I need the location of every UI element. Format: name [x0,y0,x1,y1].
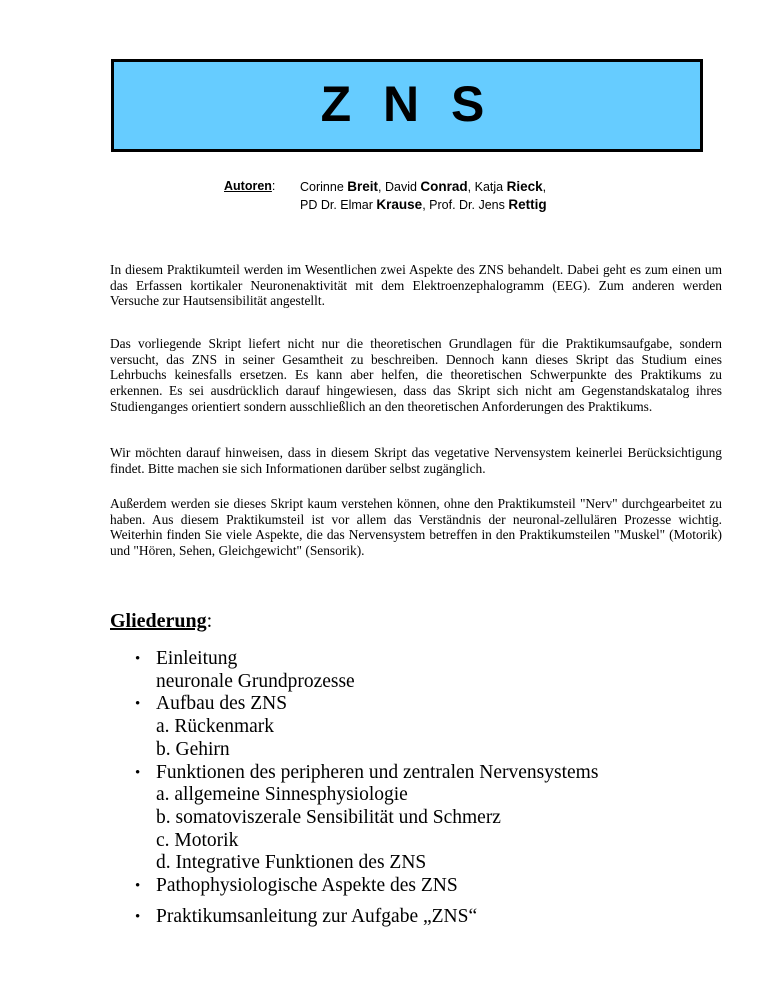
author [300,180,385,194]
author-separator: , [542,180,547,194]
outline-item [135,648,598,693]
author-first-name: PD Dr. Elmar [300,198,377,212]
outline-subitem: a. Rückenmark [156,716,275,738]
author [429,198,546,212]
author-separator: , [378,180,385,194]
authors-label [224,178,300,196]
author [300,198,429,212]
authors-line-2 [224,196,547,214]
author-names-line-1 [300,178,546,196]
authors-line-1 [224,178,547,196]
script-scope-paragraph: Das vorliegende Skript liefert nicht nur die theoretischen Grundlagen für die Praktikumsaufgabe, sondern versucht, das ZNS in seiner Gesamtheit zu beschreiben. Dennoch kann dieses Skript das Studium eines Lehrbuchs keinesfalls ersetzen. Es kann aber helfen, die theoretischen Schwerpunkte des Praktikums zu erkennen. Es sei ausdrücklich darauf hingewiesen, dass das Skript sich nicht am Gegenstandskatalog ihres Studienganges orientiert sondern ausschließlich an den theoretischen Anforderungen des Praktikums. [110,336,722,414]
outline-item [135,906,598,929]
author-last-name: Krause [376,197,423,212]
author-last-name: Breit [347,179,379,194]
outline-heading-colon: : [206,610,213,632]
outline-item-label: Aufbau des ZNS [156,693,288,715]
outline-item-label: Funktionen des peripheren und zentralen Nervensystems [156,761,599,783]
outline-subitem: c. Motorik [156,829,239,851]
bullet-icon: • [135,764,141,781]
outline-item [135,762,598,876]
author-last-name: Rieck [506,179,543,194]
outline-item-label: Einleitung [156,648,238,669]
bullet-icon: • [135,878,141,895]
outline-subitem: b. Gehirn [156,738,230,760]
outline-subitem: neuronale Grundprozesse [156,670,355,692]
author-first-name: Prof. Dr. Jens [429,198,509,212]
authors-indent [224,196,300,214]
intro-paragraph: In diesem Praktikumteil werden im Wesentlichen zwei Aspekte des ZNS behandelt. Dabei geht es zum einen um das Erfassen kortikaler Neuronenaktivität mit dem Elektroenzephalogramm (EEG). Zum anderen werden Versuche zur Hautsensibilität angestellt. [110,262,722,309]
outline-subitem: a. allgemeine Sinnesphysiologie [156,784,408,806]
bullet-icon: • [135,908,141,925]
author-separator: , [467,180,475,194]
author-first-name: Corinne [300,180,348,194]
outline-heading [110,609,212,633]
bullet-icon: • [135,696,141,713]
outline-item [135,693,598,761]
author-last-name: Rettig [508,197,547,212]
author [475,180,546,194]
outline-item [135,875,598,898]
authors-label-colon: : [271,179,276,193]
outline-heading-text: Gliederung [110,610,207,632]
outline-subitem: d. Integrative Funktionen des ZNS [156,852,427,874]
document-title: Z N S [320,75,494,132]
author [385,180,475,194]
outline-list [135,648,598,928]
author-first-name: David [384,180,421,194]
prerequisites-paragraph: Außerdem werden sie dieses Skript kaum verstehen können, ohne den Praktikumsteil "Nerv" durchgearbeitet zu haben. Aus diesem Praktikumsteil ist vor allem das Verständnis der neuronal-zellulären Prozesse wichtig. Weiterhin finden Sie viele Aspekte, die das Nervensystem betreffen in den Praktikumsteilen "Muskel" (Motorik) und "Hören, Sehen, Gleichgewicht" (Sensorik). [110,496,722,559]
author-separator: , [422,198,430,212]
outline-item-label: Praktikumsanleitung zur Aufgabe „ZNS“ [156,905,478,927]
author-names-line-2 [300,196,547,214]
outline-item-label: Pathophysiologische Aspekte des ZNS [156,875,458,897]
title-box [111,59,703,152]
author-last-name: Conrad [420,179,468,194]
bullet-icon: • [135,651,141,667]
vegetative-note-paragraph: Wir möchten darauf hinweisen, dass in diesem Skript das vegetative Nervensystem keinerlei Berücksichtigung findet. Bitte machen sie sich Informationen darüber selbst zugänglich. [110,445,722,476]
authors-label-text: Autoren [224,179,272,193]
authors-block [224,178,547,214]
author-first-name: Katja [474,180,507,194]
outline-subitem: b. somatoviszerale Sensibilität und Schmerz [156,806,501,828]
